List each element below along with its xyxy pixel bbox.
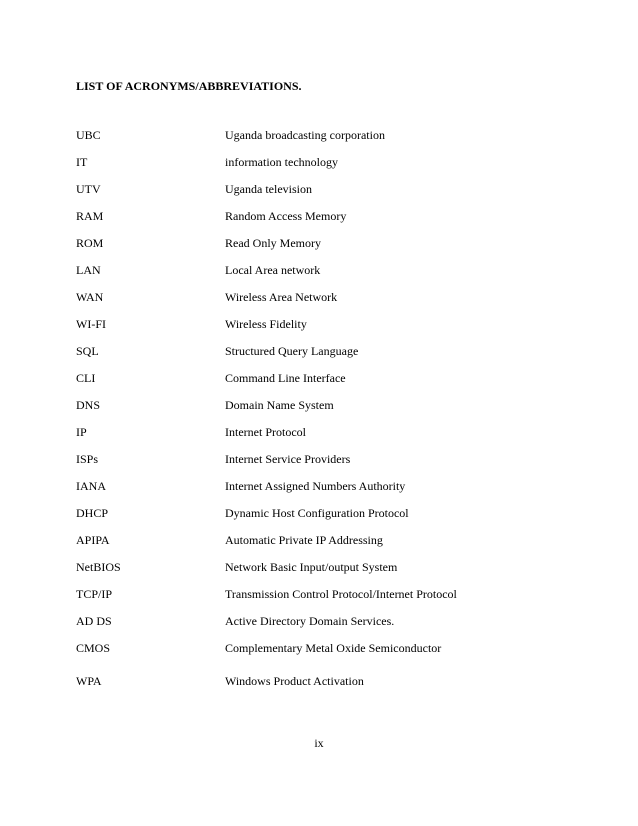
- acronym-abbr: LAN: [76, 263, 101, 277]
- page-number: ix: [314, 736, 324, 750]
- acronym-row-tcpip: [76, 587, 556, 614]
- acronym-row-wifi: [76, 317, 556, 344]
- acronym-row-isps: [76, 452, 556, 479]
- acronym-abbr: NetBIOS: [76, 560, 121, 574]
- acronym-row-rom: [76, 236, 556, 263]
- acronym-row-ubc: [76, 128, 556, 155]
- acronym-row-wpa: [76, 674, 556, 701]
- acronym-abbr: DNS: [76, 398, 101, 412]
- acronym-row-lan: [76, 263, 556, 290]
- acronym-list: [76, 128, 556, 701]
- acronym-meaning: Internet Service Providers: [225, 452, 351, 466]
- acronym-abbr: DHCP: [76, 506, 109, 520]
- acronym-abbr: SQL: [76, 344, 99, 358]
- acronym-meaning: Structured Query Language: [225, 344, 359, 358]
- acronym-meaning: Complementary Metal Oxide Semiconductor: [225, 641, 442, 655]
- acronym-meaning: Windows Product Activation: [225, 674, 364, 688]
- acronym-abbr: IT: [76, 155, 88, 169]
- acronym-row-netbios: [76, 560, 556, 587]
- acronym-abbr: WPA: [76, 674, 102, 688]
- acronym-meaning: Wireless Area Network: [225, 290, 338, 304]
- acronym-row-apipa: [76, 533, 556, 560]
- acronym-row-ip: [76, 425, 556, 452]
- acronym-meaning: Transmission Control Protocol/Internet Protocol: [225, 587, 457, 601]
- acronym-row-iana: [76, 479, 556, 506]
- acronym-row-dns: [76, 398, 556, 425]
- acronym-row-adds: [76, 614, 556, 641]
- acronym-row-cmos: [76, 641, 556, 674]
- acronym-abbr: APIPA: [76, 533, 110, 547]
- page-title: LIST OF ACRONYMS/ABBREVIATIONS.: [76, 79, 302, 93]
- acronym-abbr: UBC: [76, 128, 101, 142]
- acronym-meaning: information technology: [225, 155, 338, 169]
- acronym-row-utv: [76, 182, 556, 209]
- acronym-meaning: Network Basic Input/output System: [225, 560, 398, 574]
- acronym-meaning: Random Access Memory: [225, 209, 347, 223]
- acronym-meaning: Uganda television: [225, 182, 312, 196]
- acronym-abbr: TCP/IP: [76, 587, 113, 601]
- acronym-abbr: ROM: [76, 236, 104, 250]
- acronym-row-sql: [76, 344, 556, 371]
- acronym-row-wan: [76, 290, 556, 317]
- acronym-meaning: Uganda broadcasting corporation: [225, 128, 385, 142]
- acronym-row-it: [76, 155, 556, 182]
- acronym-meaning: Wireless Fidelity: [225, 317, 307, 331]
- acronym-row-cli: [76, 371, 556, 398]
- acronym-row-dhcp: [76, 506, 556, 533]
- acronym-abbr: WI-FI: [76, 317, 106, 331]
- acronym-meaning: Internet Assigned Numbers Authority: [225, 479, 406, 493]
- acronym-meaning: Dynamic Host Configuration Protocol: [225, 506, 409, 520]
- acronym-row-ram: [76, 209, 556, 236]
- acronym-abbr: CLI: [76, 371, 96, 385]
- acronym-abbr: WAN: [76, 290, 104, 304]
- acronym-meaning: Command Line Interface: [225, 371, 346, 385]
- acronym-meaning: Active Directory Domain Services.: [225, 614, 395, 628]
- acronym-abbr: RAM: [76, 209, 104, 223]
- acronym-abbr: ISPs: [76, 452, 99, 466]
- acronym-meaning: Internet Protocol: [225, 425, 306, 439]
- acronym-meaning: Automatic Private IP Addressing: [225, 533, 383, 547]
- acronym-abbr: IANA: [76, 479, 106, 493]
- acronym-abbr: AD DS: [76, 614, 112, 628]
- acronym-abbr: UTV: [76, 182, 101, 196]
- acronym-meaning: Read Only Memory: [225, 236, 321, 250]
- acronym-abbr: CMOS: [76, 641, 111, 655]
- acronym-meaning: Domain Name System: [225, 398, 334, 412]
- acronym-meaning: Local Area network: [225, 263, 321, 277]
- acronym-abbr: IP: [76, 425, 87, 439]
